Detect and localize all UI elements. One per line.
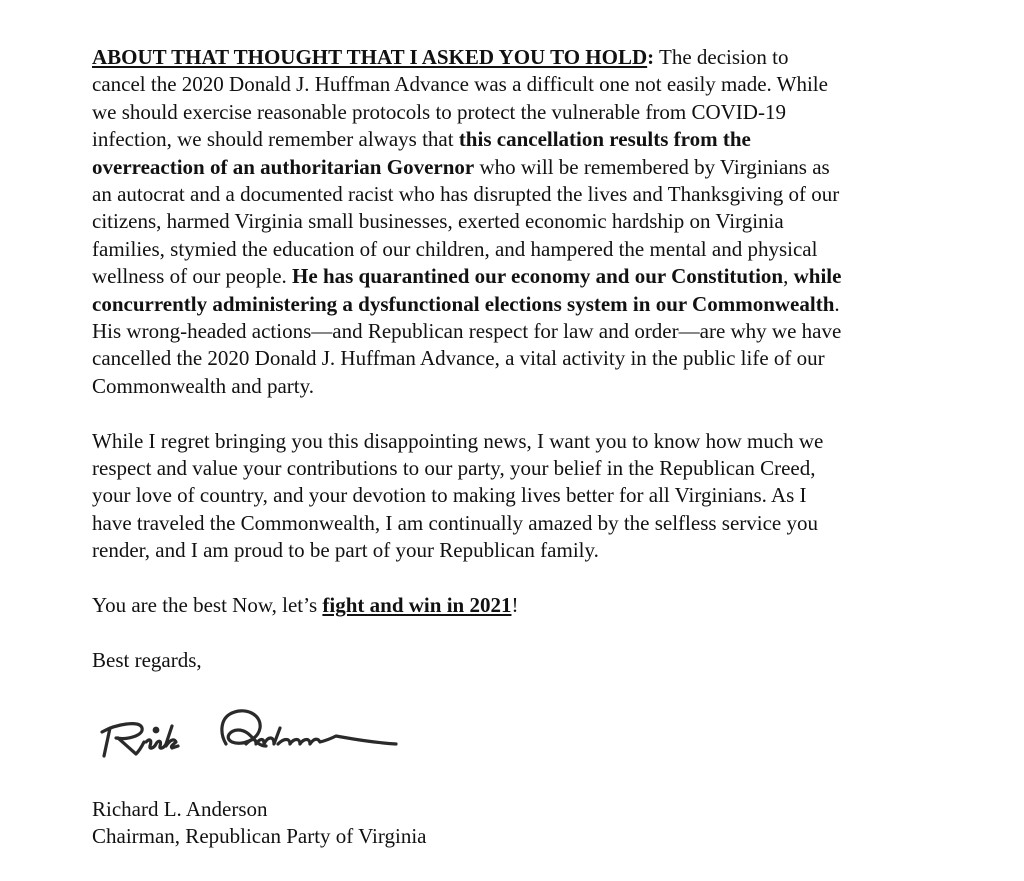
text-line: While I regret bringing you this disappointing news, I want you to know how much we xyxy=(92,428,824,453)
text-line: an autocrat and a documented racist who has disrupted the lives and Thanksgiving of our xyxy=(92,182,840,207)
heading-colon: : xyxy=(647,45,655,69)
signer-title: Chairman, Republican Party of Virginia xyxy=(92,824,427,849)
text-line: cancelled the 2020 Donald J. Huffman Advance, a vital activity in the public life of our xyxy=(92,346,825,371)
bold-text: He has quarantined our economy and our Constitution xyxy=(292,264,784,289)
text: ! xyxy=(511,593,519,618)
text: You are the best Now, let’s xyxy=(92,593,323,618)
paragraph-gap xyxy=(92,400,952,427)
closing xyxy=(92,647,952,674)
heading-hold-thought: ABOUT THAT THOUGHT THAT I ASKED YOU TO HOLD xyxy=(92,45,648,69)
paragraph-rally xyxy=(92,592,952,619)
text: The decision to xyxy=(654,45,789,69)
text: . xyxy=(834,291,840,316)
text: who will be remembered by Virginians as xyxy=(474,154,830,179)
fight-and-win-slogan: fight and win in 2021 xyxy=(322,593,512,618)
text-line: have traveled the Commonwealth, I am continually amazed by the selfless service you xyxy=(92,510,819,535)
text-line: citizens, harmed Virginia small businesses, exerted economic hardship on Virginia xyxy=(92,209,784,234)
text: infection, we should remember always that xyxy=(92,127,459,152)
text-line: your love of country, and your devotion to making lives better for all Virginians. As I xyxy=(92,483,807,508)
signer-name: Richard L. Anderson xyxy=(92,797,268,821)
bold-text: this cancellation results from the xyxy=(458,127,751,152)
bold-text: concurrently administering a dysfunctional elections system in our Commonwealth xyxy=(92,291,835,316)
paragraph-gap xyxy=(92,620,952,647)
handwritten-signature xyxy=(96,700,436,770)
text: , xyxy=(783,264,794,289)
paragraph-cancellation xyxy=(92,44,952,400)
letter-body xyxy=(92,44,952,674)
text-line: render, and I am proud to be part of your Republican family. xyxy=(92,538,599,563)
text-line: we should exercise reasonable protocols to protect the vulnerable from COVID-19 xyxy=(92,99,786,124)
paragraph-gap xyxy=(92,565,952,592)
signature-block xyxy=(92,796,426,851)
text-line: Commonwealth and party. xyxy=(92,373,315,398)
bold-text: while xyxy=(793,264,842,289)
text-line: cancel the 2020 Donald J. Huffman Advance was a difficult one not easily made. While xyxy=(92,72,828,97)
text-line: His wrong-headed actions—and Republican respect for law and order—are why we have xyxy=(92,319,842,344)
paragraph-appreciation xyxy=(92,428,952,565)
text: wellness of our people. xyxy=(92,264,293,289)
text-line: respect and value your contributions to our party, your belief in the Republican Creed, xyxy=(92,456,816,481)
text-line: families, stymied the education of our children, and hampered the mental and physical xyxy=(92,236,818,261)
closing-text: Best regards, xyxy=(92,647,202,672)
bold-text: overreaction of an authoritarian Governor xyxy=(92,154,475,179)
